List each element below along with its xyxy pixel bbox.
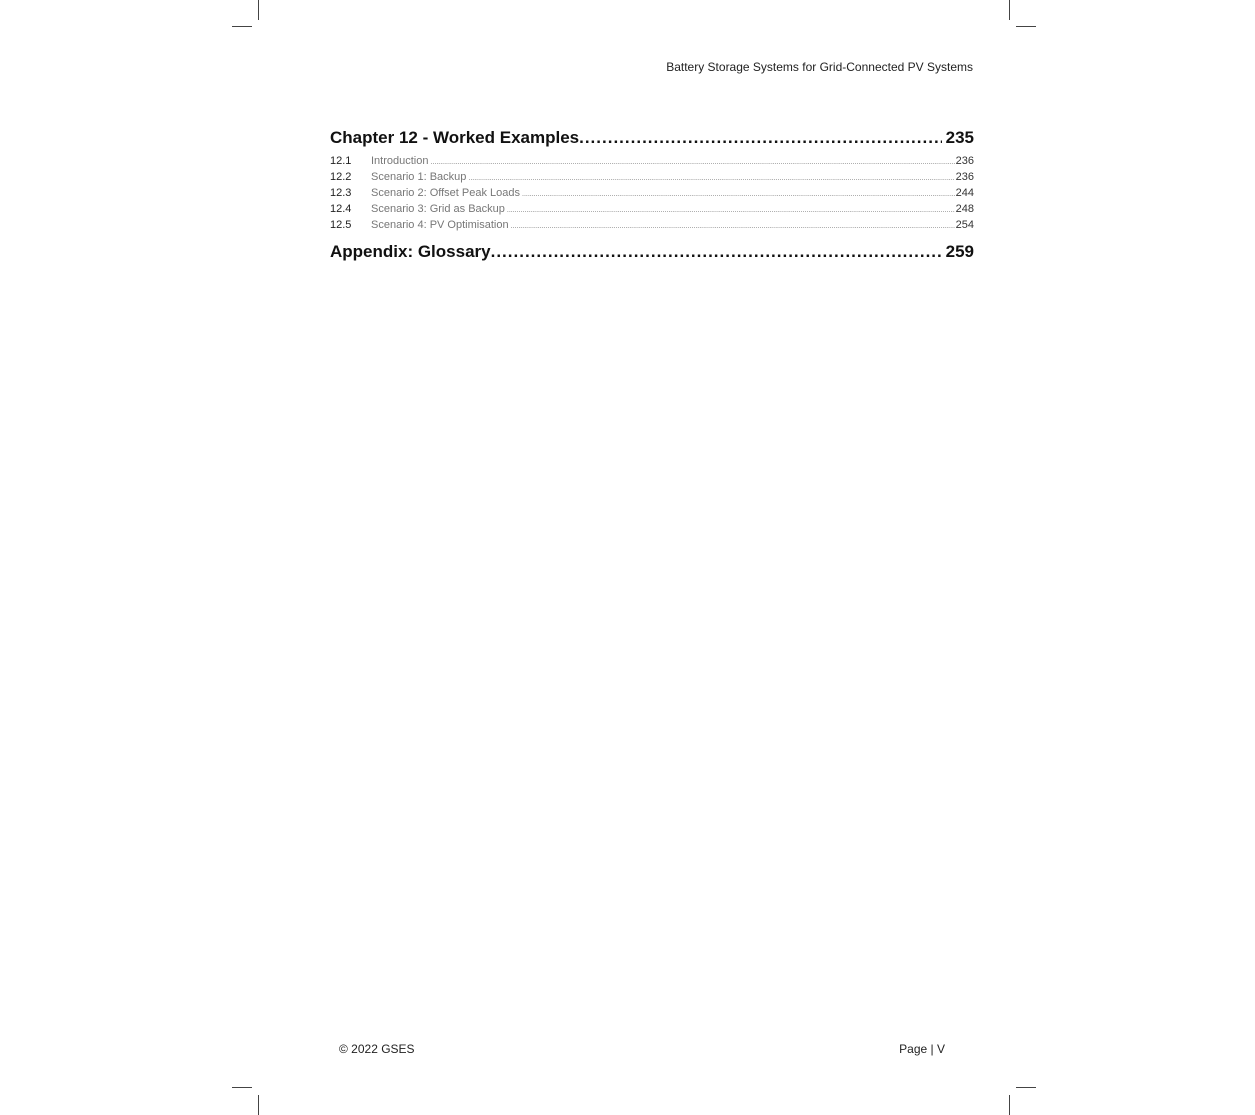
footer-copyright: © 2022 GSES bbox=[339, 1042, 415, 1056]
toc-section-entry[interactable] bbox=[330, 154, 974, 170]
toc-section-page: 254 bbox=[955, 219, 974, 231]
toc-section-title: Scenario 4: PV Optimisation bbox=[371, 219, 509, 231]
crop-mark-top-right-vertical bbox=[1009, 0, 1010, 20]
toc-appendix-title: Appendix: Glossary bbox=[330, 242, 491, 261]
toc-section-title: Scenario 2: Offset Peak Loads bbox=[371, 187, 520, 199]
crop-mark-top-left-vertical bbox=[258, 0, 259, 20]
toc-section-title: Introduction bbox=[371, 155, 429, 167]
toc-section-page: 236 bbox=[955, 171, 974, 183]
running-header: Battery Storage Systems for Grid-Connected PV Systems bbox=[666, 60, 973, 74]
toc-dot-leader bbox=[507, 203, 955, 218]
toc-section-entry[interactable] bbox=[330, 202, 974, 218]
toc-section-title: Scenario 3: Grid as Backup bbox=[371, 203, 505, 215]
toc-section-title: Scenario 1: Backup bbox=[371, 171, 467, 183]
crop-mark-top-left-horizontal bbox=[232, 26, 252, 27]
toc-section-number: 12.1 bbox=[330, 155, 352, 167]
footer-page-number: Page | V bbox=[899, 1042, 945, 1056]
toc-section-page: 244 bbox=[955, 187, 974, 199]
toc-section-number: 12.3 bbox=[330, 187, 352, 199]
toc-appendix-page: 259 bbox=[945, 242, 974, 261]
toc-dot-leader bbox=[522, 187, 955, 202]
toc-dot-leader bbox=[430, 155, 954, 170]
toc-dot-leader bbox=[468, 171, 954, 186]
toc-chapter-title: Chapter 12 - Worked Examples bbox=[330, 128, 580, 147]
crop-mark-top-right-horizontal bbox=[1016, 26, 1036, 27]
toc-section-entry[interactable] bbox=[330, 170, 974, 186]
toc-dot-leader bbox=[491, 242, 942, 262]
toc-dot-leader bbox=[511, 219, 955, 234]
toc-section-entry[interactable] bbox=[330, 186, 974, 202]
crop-mark-bottom-right-vertical bbox=[1009, 1095, 1010, 1115]
toc-section-list bbox=[330, 154, 974, 234]
toc-section-page: 248 bbox=[955, 203, 974, 215]
toc-section-number: 12.5 bbox=[330, 219, 352, 231]
toc-section-page: 236 bbox=[955, 155, 974, 167]
toc-section-number: 12.2 bbox=[330, 171, 352, 183]
toc-appendix-entry[interactable] bbox=[330, 242, 974, 262]
crop-mark-bottom-left-horizontal bbox=[232, 1087, 252, 1088]
toc-section-number: 12.4 bbox=[330, 203, 352, 215]
toc-dot-leader bbox=[579, 128, 942, 148]
crop-mark-bottom-left-vertical bbox=[258, 1095, 259, 1115]
crop-mark-bottom-right-horizontal bbox=[1016, 1087, 1036, 1088]
table-of-contents bbox=[330, 128, 974, 262]
toc-chapter-entry[interactable] bbox=[330, 128, 974, 148]
toc-chapter-page: 235 bbox=[945, 128, 974, 147]
toc-section-entry[interactable] bbox=[330, 218, 974, 234]
